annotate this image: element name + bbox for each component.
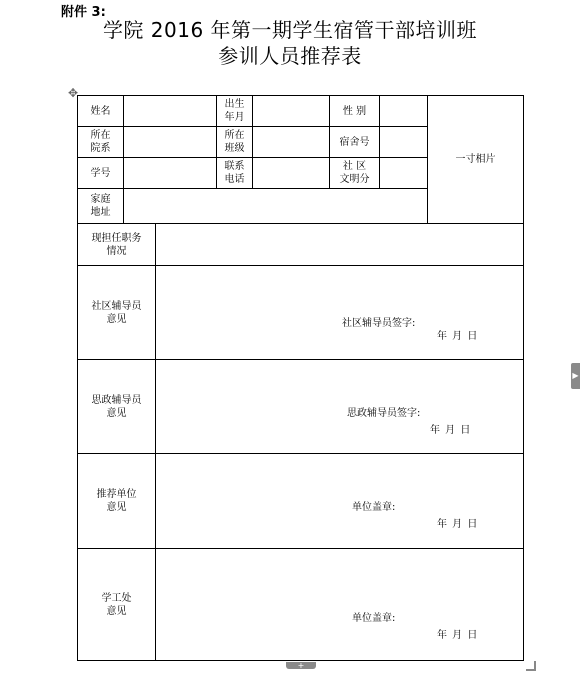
name-label: 姓名: [90, 105, 111, 117]
community-tutor-label-2: 意见: [106, 313, 127, 325]
phone-label-2: 电话: [224, 174, 245, 185]
recommend-unit-label-2: 意见: [106, 502, 127, 513]
class-field[interactable]: [253, 127, 330, 158]
birth-label-1: 出生: [224, 99, 245, 110]
address-label-2: 地址: [90, 207, 111, 218]
community-tutor-opinion-field[interactable]: [156, 266, 524, 360]
ideology-tutor-label-1: 思政辅导员: [91, 394, 142, 406]
college-field[interactable]: [124, 127, 217, 158]
add-row-icon[interactable]: +: [286, 662, 316, 669]
student-affairs-sign-label: 单位盖章:: [352, 613, 396, 624]
address-label-cell: [78, 189, 124, 224]
community-tutor-sign-label: 社区辅导员签字:: [342, 318, 416, 329]
student-affairs-opinion-field[interactable]: [156, 549, 524, 661]
recommend-unit-label-cell: [78, 454, 156, 549]
current-post-label-2: 情况: [106, 245, 127, 257]
student-affairs-label-2: 意见: [106, 605, 127, 617]
community-score-label-1: 社 区: [342, 161, 367, 172]
student-id-field[interactable]: [124, 158, 217, 189]
ideology-tutor-date: 年 月 日: [430, 425, 472, 436]
current-post-field[interactable]: [156, 224, 524, 266]
community-score-field[interactable]: [380, 158, 428, 189]
community-score-label-2: 文明分: [339, 174, 370, 185]
photo-label: 一寸相片: [455, 154, 496, 165]
recommend-table: [77, 95, 524, 661]
address-field[interactable]: [124, 189, 428, 224]
phone-label-cell: [217, 158, 253, 189]
recommend-unit-date: 年 月 日: [437, 519, 479, 530]
photo-cell[interactable]: [428, 96, 524, 224]
ideology-tutor-label-cell: [78, 360, 156, 454]
ideology-tutor-sign-label: 思政辅导员签字:: [347, 408, 421, 419]
side-handle-icon[interactable]: ▶: [571, 363, 580, 389]
birth-label-2: 年月: [224, 112, 245, 123]
recommend-unit-sign-label: 单位盖章:: [352, 502, 396, 513]
recommend-unit-label-1: 推荐单位: [96, 489, 137, 500]
student-affairs-label-cell: [78, 549, 156, 661]
student-affairs-label-1: 学工处: [101, 592, 132, 604]
dorm-label-cell: [330, 127, 380, 158]
college-label-1: 所在: [90, 130, 111, 141]
class-label-2: 班级: [224, 143, 245, 154]
class-label-1: 所在: [224, 130, 245, 141]
resize-corner-icon[interactable]: [526, 661, 536, 671]
college-label-2: 院系: [90, 143, 111, 154]
gender-field[interactable]: [380, 96, 428, 127]
name-label-cell: [78, 96, 124, 127]
name-field[interactable]: [124, 96, 217, 127]
community-tutor-date: 年 月 日: [437, 331, 479, 342]
birth-field[interactable]: [253, 96, 330, 127]
student-affairs-date: 年 月 日: [437, 630, 479, 641]
current-post-label-1: 现担任职务: [91, 232, 142, 244]
ideology-tutor-label-2: 意见: [106, 407, 127, 419]
community-score-label-cell: [330, 158, 380, 189]
community-tutor-label-1: 社区辅导员: [91, 300, 142, 312]
form-title: 学院 2016 年第一期学生宿管干部培训班: [102, 18, 478, 42]
attachment-label: 附件 3:: [61, 5, 106, 20]
recommend-unit-opinion-field[interactable]: [156, 454, 524, 549]
phone-label-1: 联系: [224, 161, 245, 172]
move-handle-icon[interactable]: ✥: [67, 86, 79, 100]
ideology-tutor-opinion-field[interactable]: [156, 360, 524, 454]
dorm-label: 宿舍号: [339, 136, 370, 148]
student-id-label: 学号: [90, 167, 111, 179]
phone-field[interactable]: [253, 158, 330, 189]
college-label-cell: [78, 127, 124, 158]
gender-label: 性 别: [342, 105, 367, 117]
gender-label-cell: [330, 96, 380, 127]
current-post-label-cell: [78, 224, 156, 266]
community-tutor-label-cell: [78, 266, 156, 360]
form-subtitle: 参训人员推荐表: [218, 44, 362, 68]
class-label-cell: [217, 127, 253, 158]
address-label-1: 家庭: [90, 194, 111, 205]
dorm-field[interactable]: [380, 127, 428, 158]
student-id-label-cell: [78, 158, 124, 189]
birth-label-cell: [217, 96, 253, 127]
